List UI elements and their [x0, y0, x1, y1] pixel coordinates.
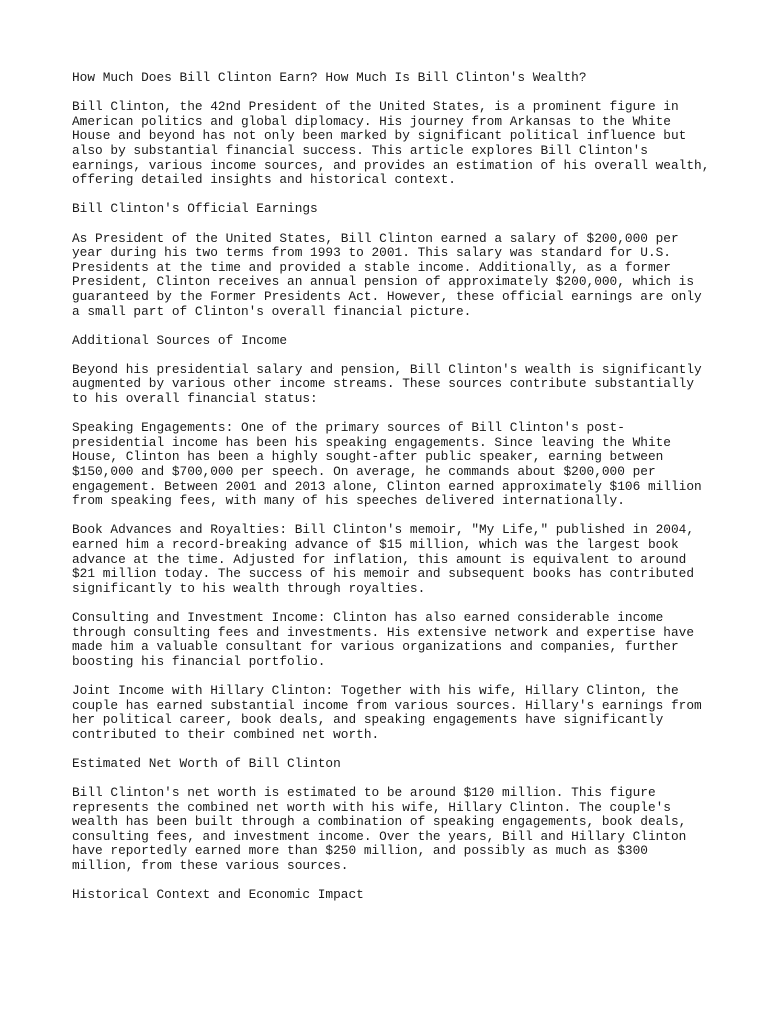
speaking-engagements-paragraph: Speaking Engagements: One of the primary sources of Bill Clinton's post- presidential income has been his speaking engagements. Since leaving the White House, Clinton has been a highly sought-after public speaker, earning between $150,000 and $700,000 per speech. On average, he commands about $200,000 per engagement. Between 2001 and 2013 alone, Clinton earned approximately $106 million from speaking fees, with many of his speeches delivered internationally.: [72, 420, 702, 509]
document-title: How Much Does Bill Clinton Earn? How Much Is Bill Clinton's Wealth?: [72, 70, 587, 85]
section-heading-official-earnings: Bill Clinton's Official Earnings: [72, 201, 318, 217]
consulting-income-paragraph: Consulting and Investment Income: Clinton has also earned considerable income through consulting fees and investments. His extensive network and expertise have made him a valuable consultant for various organizations and companies, further boosting his financial portfolio.: [72, 609, 695, 669]
intro-paragraph: Bill Clinton, the 42nd President of the United States, is a prominent figure in American politics and global diplomacy. His journey from Arkansas to the White House and beyond has not only been marked by significant political influence but also by substantial financial success. This article explores Bill Clinton's earnings, various income sources, and provides an estimation of his overall wealth, offering detailed insights and historical context.: [72, 99, 710, 188]
official-earnings-paragraph: As President of the United States, Bill Clinton earned a salary of $200,000 per year during his two terms from 1993 to 2001. This salary was standard for U.S. Presidents at the time and provided a stable income. Additionally, as a former President, Clinton receives an annual pension of approximately $200,000, which is guaranteed by the Former Presidents Act. However, these official earnings are only a small part of Clinton's overall financial picture.: [72, 230, 702, 319]
joint-income-paragraph: Joint Income with Hillary Clinton: Together with his wife, Hillary Clinton, the couple has earned substantial income from various sources. Hillary's earnings from her political career, book deals, and speaking engagements have significantly contributed to their combined net worth.: [72, 682, 702, 742]
section-heading-additional-income: Additional Sources of Income: [72, 332, 288, 348]
section-heading-historical-context: Historical Context and Economic Impact: [72, 887, 364, 903]
net-worth-paragraph: Bill Clinton's net worth is estimated to be around $120 million. This figure represents the combined net worth with his wife, Hillary Clinton. The couple's wealth has been built through a combination of speaking engagements, book deals, consulting fees, and investment income. Over the years, Bill and Hillary Clinton have reportedly earned more than $250 million, and possibly as much as $300 million, from these various sources.: [72, 785, 687, 874]
section-heading-net-worth: Estimated Net Worth of Bill Clinton: [72, 755, 341, 771]
document-page: [72, 70, 710, 917]
book-royalties-paragraph: Book Advances and Royalties: Bill Clinton's memoir, "My Life," published in 2004, earned him a record-breaking advance of $15 million, which was the largest book advance at the time. Adjusted for inflation, this amount is equivalent to around $21 million today. The success of his memoir and subsequent books has contributed significantly to his wealth through royalties.: [72, 522, 695, 596]
additional-income-paragraph: Beyond his presidential salary and pension, Bill Clinton's wealth is significantly augmented by various other income streams. These sources contribute substantially to his overall financial status:: [72, 361, 702, 407]
